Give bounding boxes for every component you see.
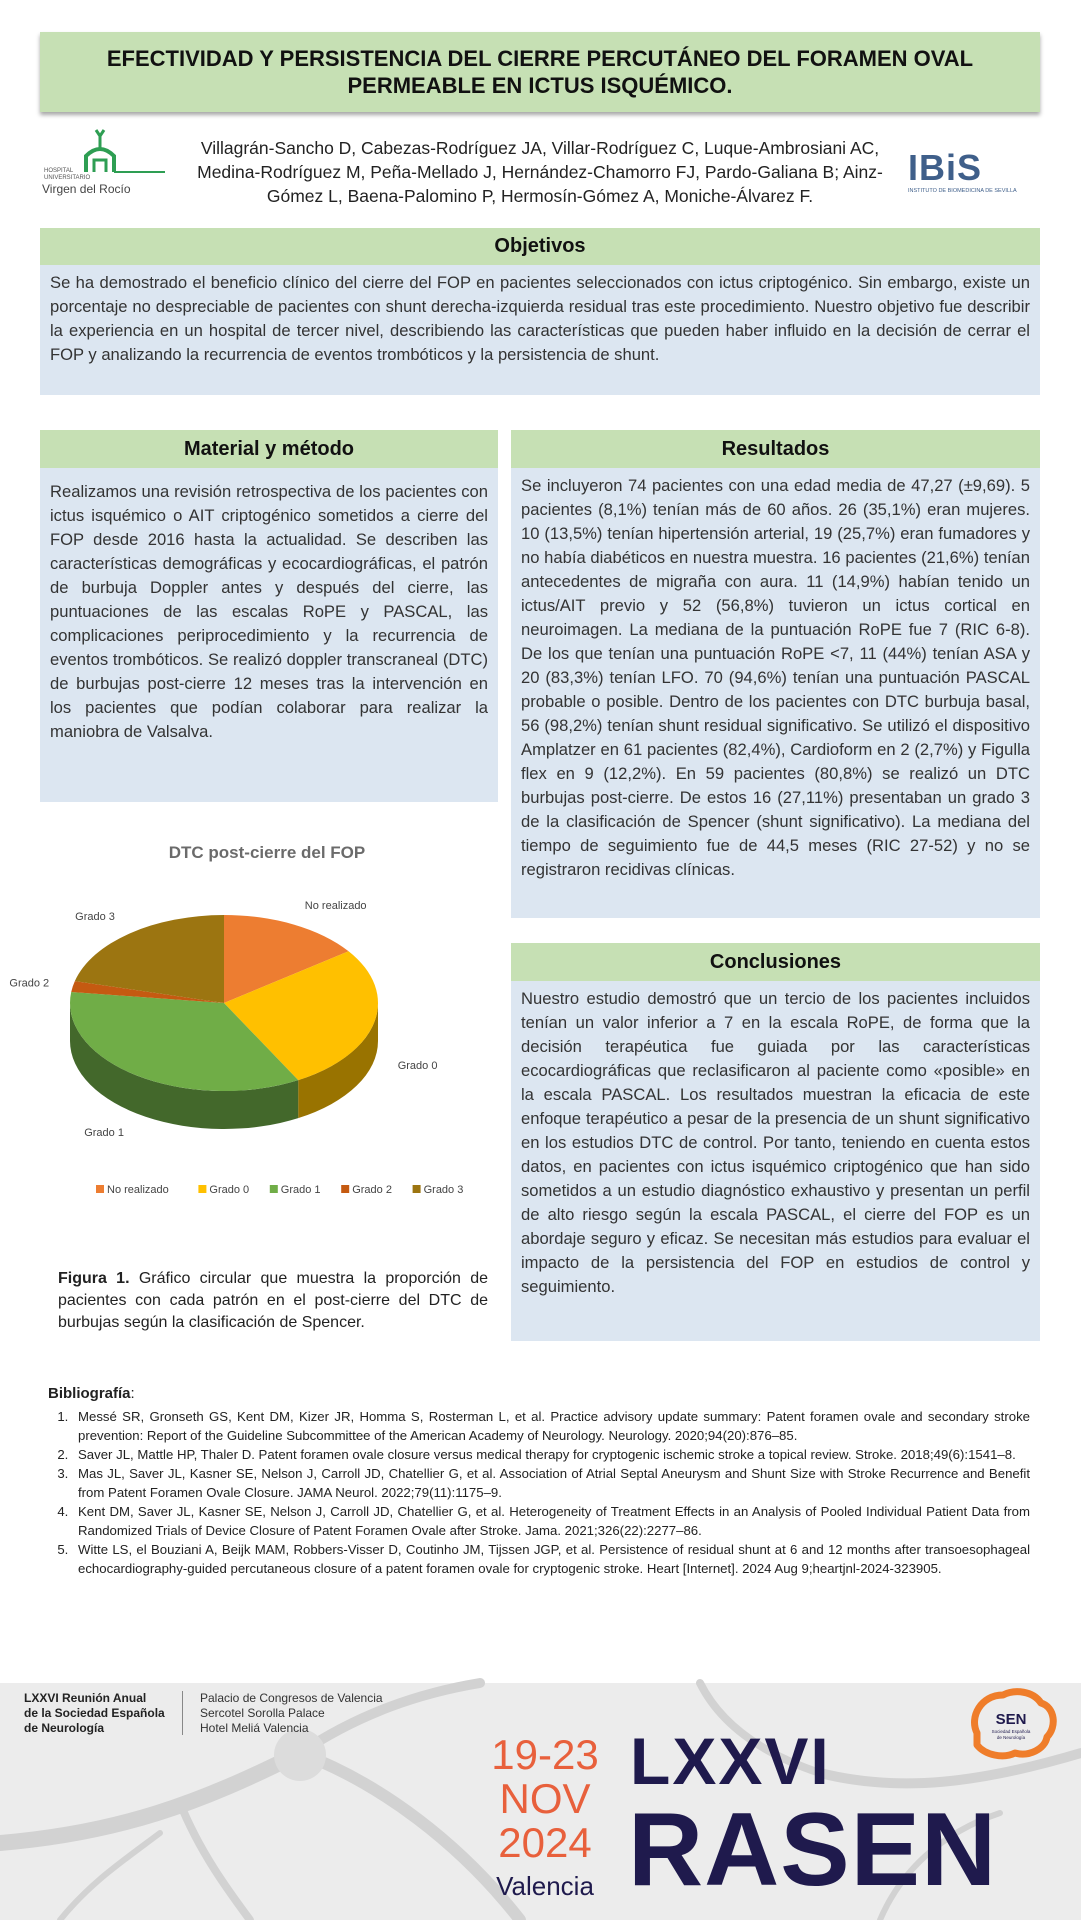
meeting-name <box>24 1691 165 1736</box>
pie-chart <box>9 825 505 1215</box>
authors-line-3: Gómez L, Baena-Palomino P, Hermosín-Gómez A, Moniche-Álvarez F. <box>266 186 814 206</box>
meeting-line-3: de Neurología <box>24 1721 105 1735</box>
resultados-text: Se incluyeron 74 pacientes con una edad media de 47,27 (±9,69). 5 pacientes (8,1%) tenían más de 60 años. 26 (35,1%) eran mujeres. 10 (13,5%) tenían hipertensión arterial, 19 (25,7%) eran fumadores y no había diabéticos en nuestra muestra. 16 pacientes (21,6%) tenían antecedentes de migraña con aura. 11 (14,9%) habían tenido un ictus/AIT previo y 52 (56,8%) tuvieron un ictus cortical en neuroimagen. La mediana de la puntuación RoPE fue 7 (RIC 6-8). De los que tenían una puntuación RoPE <7, 11 (44%) tenían ASA y 20 (83,3%) tenían LFO. 70 (94,6%) tenían una puntuación PASCAL probable o posible. Dentro de los pacientes con DTC burbuja basal, 56 (98,2%) tenían shunt residual significativo. Se utilizó el dispositivo Amplatzer en 61 pacientes (82,4%), Cardioform en 2 (2,7%) y Figulla flex en 9 (12,2%). En 59 pacientes (80,8%) se realizó un DTC burbujas post-cierre. De estos 16 (27,11%) presentaban un grado 3 de la clasificación de Spencer (shunt significativo). La mediana del tiempo de seguimiento fue de 44,5 meses (RIC 27-52) y no se registraron recidivas clínicas. <box>511 468 1040 918</box>
dates-days: 19-23 <box>491 1731 599 1778</box>
meeting-line-2: de la Sociedad Española <box>24 1706 165 1720</box>
poster-title <box>40 32 1040 112</box>
legend-swatch-3 <box>341 1185 349 1193</box>
authors-line-1: Villagrán-Sancho D, Cabezas-Rodríguez JA, Villar-Rodríguez C, Luque-Ambrosiani AC, <box>200 138 880 158</box>
dates-month: NOV <box>499 1775 591 1822</box>
metodo-text: Realizamos una revisión retrospectiva de los pacientes con ictus isquémico o AIT criptogénico sometidos a cierre del FOP desde 2016 hasta la actualidad. Se describen las características demográficas y ecocardiográficas, el patrón de burbuja Doppler antes y después del cierre, las puntuaciones de las escalas RoPE y PASCAL, las complicaciones periprocedimiento y la recurrencia de eventos trombóticos. Se realizó doppler transcraneal (DTC) de burbujas post-cierre 12 meses tras la intervención en los pacientes que podían colaborar para realizar la maniobra de Valsalva. <box>40 468 498 802</box>
pie-label-2: Grado 1 <box>84 1126 124 1139</box>
legend-swatch-0 <box>96 1185 104 1193</box>
authors <box>180 136 900 208</box>
ibis-logo <box>908 147 1033 198</box>
legend-label-0: No realizado <box>107 1184 169 1196</box>
legend-label-2: Grado 1 <box>280 1184 321 1196</box>
legend-swatch-2 <box>270 1185 278 1193</box>
sen-name: SEN <box>995 1711 1027 1728</box>
legend-label-1: Grado 0 <box>209 1184 250 1196</box>
metodo-heading: Material y método <box>40 430 498 468</box>
pie-label-4: Grado 3 <box>75 911 115 924</box>
congress-edition: LXXVI <box>630 1724 831 1798</box>
conclusiones-text: Nuestro estudio demostró que un tercio de los pacientes incluidos tenían un valor inferior a 7 en la escala RoPE, de forma que la decisión terapéutica fue guiada por las características ecocardiográficas que reclasificaron al paciente como «posible» en la escala PASCAL. Los resultados muestran la eficacia de este enfoque terapéutico a pesar de la presencia de un shunt significativo en los estudios DTC de control. Por tanto, teniendo en cuenta estos datos, en pacientes con ictus isquémico criptogénico que han sido sometidos a un estudio diagnóstico exhaustivo y presentan un perfil de alto riesgo según la escala PASCAL, el cierre del FOP es un abordaje seguro y eficaz. Se necesitan más estudios para evaluar el impacto de la persistencia del FOP en estudios de control y seguimiento. <box>511 981 1040 1341</box>
chart-title: DTC post-cierre del FOP <box>168 843 366 862</box>
congress-city: Valencia <box>496 1871 594 1901</box>
venue-1: Palacio de Congresos de Valencia <box>200 1691 383 1705</box>
venue-2: Sercotel Sorolla Palace <box>200 1706 325 1720</box>
hospital-label-small: HOSPITAL UNIVERSITARIO <box>44 168 91 181</box>
figure-caption <box>58 1268 488 1334</box>
legend-label-3: Grado 2 <box>352 1184 392 1196</box>
bibliography-item: 2. Saver JL, Mattle HP, Thaler D. Patent foramen ovale closure versus medical therapy for cryptogenic ischemic stroke a topical review. Stroke. 2018;49(6):1541–8. <box>72 1445 1030 1464</box>
figure-caption-label: Figura 1. <box>58 1270 130 1287</box>
bibliography-heading <box>48 1384 1030 1403</box>
ibis-name: IBiS <box>908 147 983 188</box>
footer-divider <box>182 1691 183 1735</box>
meeting-line-1: LXXVI Reunión Anual <box>24 1691 147 1705</box>
bibliography-list <box>48 1407 1030 1578</box>
legend-label-4: Grado 3 <box>423 1184 464 1196</box>
figure-caption-text: Gráfico circular que muestra la proporción de pacientes con cada patrón en el post-cierre del DTC de burbujas según la clasificación de Spencer. <box>58 1270 489 1331</box>
sen-subtitle-line-1: Sociedad Española <box>991 1729 1031 1734</box>
bibliography-item: 1. Messé SR, Gronseth GS, Kent DM, Kizer JR, Homma S, Rosterman L, et al. Practice advisory update summary: Patent foramen ovale and secondary stroke prevention: Report of the Guideline Subcommittee of the American Academy of Neurology. Neurology. 2020;94(20):876–85. <box>72 1407 1030 1445</box>
sen-logo <box>963 1687 1059 1767</box>
bibliography-title: Bibliografía <box>48 1385 131 1402</box>
congress-footer <box>0 1683 1081 1920</box>
bibliography-item: 3. Mas JL, Saver JL, Kasner SE, Nelson J, Carroll JD, Chatellier G, et al. Association of Atrial Septal Aneurysm and Shunt Size with Stroke Recurrence and Benefit from Patent Foramen Ovale Closure. JAMA Neurol. 2022;79(11):1175–9. <box>72 1464 1030 1502</box>
dates-year: 2024 <box>498 1819 592 1866</box>
venues <box>200 1691 383 1736</box>
congress-acronym: RASEN <box>628 1792 998 1908</box>
congress-dates <box>480 1733 610 1865</box>
legend-swatch-4 <box>413 1185 421 1193</box>
sen-subtitle <box>963 1729 1059 1741</box>
sen-subtitle-line-2: de Neurología <box>996 1735 1026 1740</box>
hospital-logo <box>40 128 165 196</box>
resultados-heading: Resultados <box>511 430 1040 468</box>
venue-3: Hotel Meliá Valencia <box>200 1721 309 1735</box>
authors-line-2: Medina-Rodríguez M, Peña-Mellado J, Hernández-Chamorro FJ, Pardo-Galiana B; Ainz- <box>197 162 883 182</box>
title-line-1: EFECTIVIDAD Y PERSISTENCIA DEL CIERRE PERCUTÁNEO DEL FORAMEN OVAL <box>106 46 974 71</box>
bibliography <box>48 1384 1030 1578</box>
bibliography-item: 4. Kent DM, Saver JL, Kasner SE, Nelson J, Carroll JD, Chatellier G, et al. Heterogeneity of Treatment Effects in an Analysis of Pooled Individual Patient Data from Randomized Trials of Device Closure of Patent Foramen Ovale after Stroke. Jama. 2021;326(22):2277–86. <box>72 1502 1030 1540</box>
bibliography-item: 5. Witte LS, el Bouziani A, Beijk MAM, Robbers-Visser D, Coutinho JM, Tijssen JGP, et al. Persistence of residual shunt at 6 and 12 months after transoesophageal echocardiography-guided percutaneous closure of a patent foramen ovale for cryptogenic stroke. Heart [Internet]. 2024 Aug 9;heartjnl-2024-323905. <box>72 1540 1030 1578</box>
pie-label-3: Grado 2 <box>9 977 50 990</box>
title-line-2: PERMEABLE EN ICTUS ISQUÉMICO. <box>347 73 733 98</box>
ibis-subtitle: INSTITUTO DE BIOMEDICINA DE SEVILLA <box>908 188 1017 194</box>
pie-label-0: No realizado <box>304 899 367 912</box>
pie-label-1: Grado 0 <box>397 1059 438 1072</box>
objetivos-heading: Objetivos <box>40 228 1040 265</box>
hospital-name: Virgen del Rocío <box>42 182 131 196</box>
objetivos-text: Se ha demostrado el beneficio clínico del cierre del FOP en pacientes seleccionados con ictus criptogénico. Sin embargo, existe un porcentaje no despreciable de pacientes con shunt derecha-izquierda residual tras este procedimiento. Nuestro objetivo fue describir la experiencia en un hospital de tercer nivel, describiendo las características que pueden haber influido en la decisión de cerrar el FOP y analizando la recurrencia de eventos trombóticos y la persistencia de shunt. <box>40 265 1040 395</box>
bibliography-colon: : <box>130 1385 135 1402</box>
legend-swatch-1 <box>198 1185 206 1193</box>
conclusiones-heading: Conclusiones <box>511 943 1040 981</box>
